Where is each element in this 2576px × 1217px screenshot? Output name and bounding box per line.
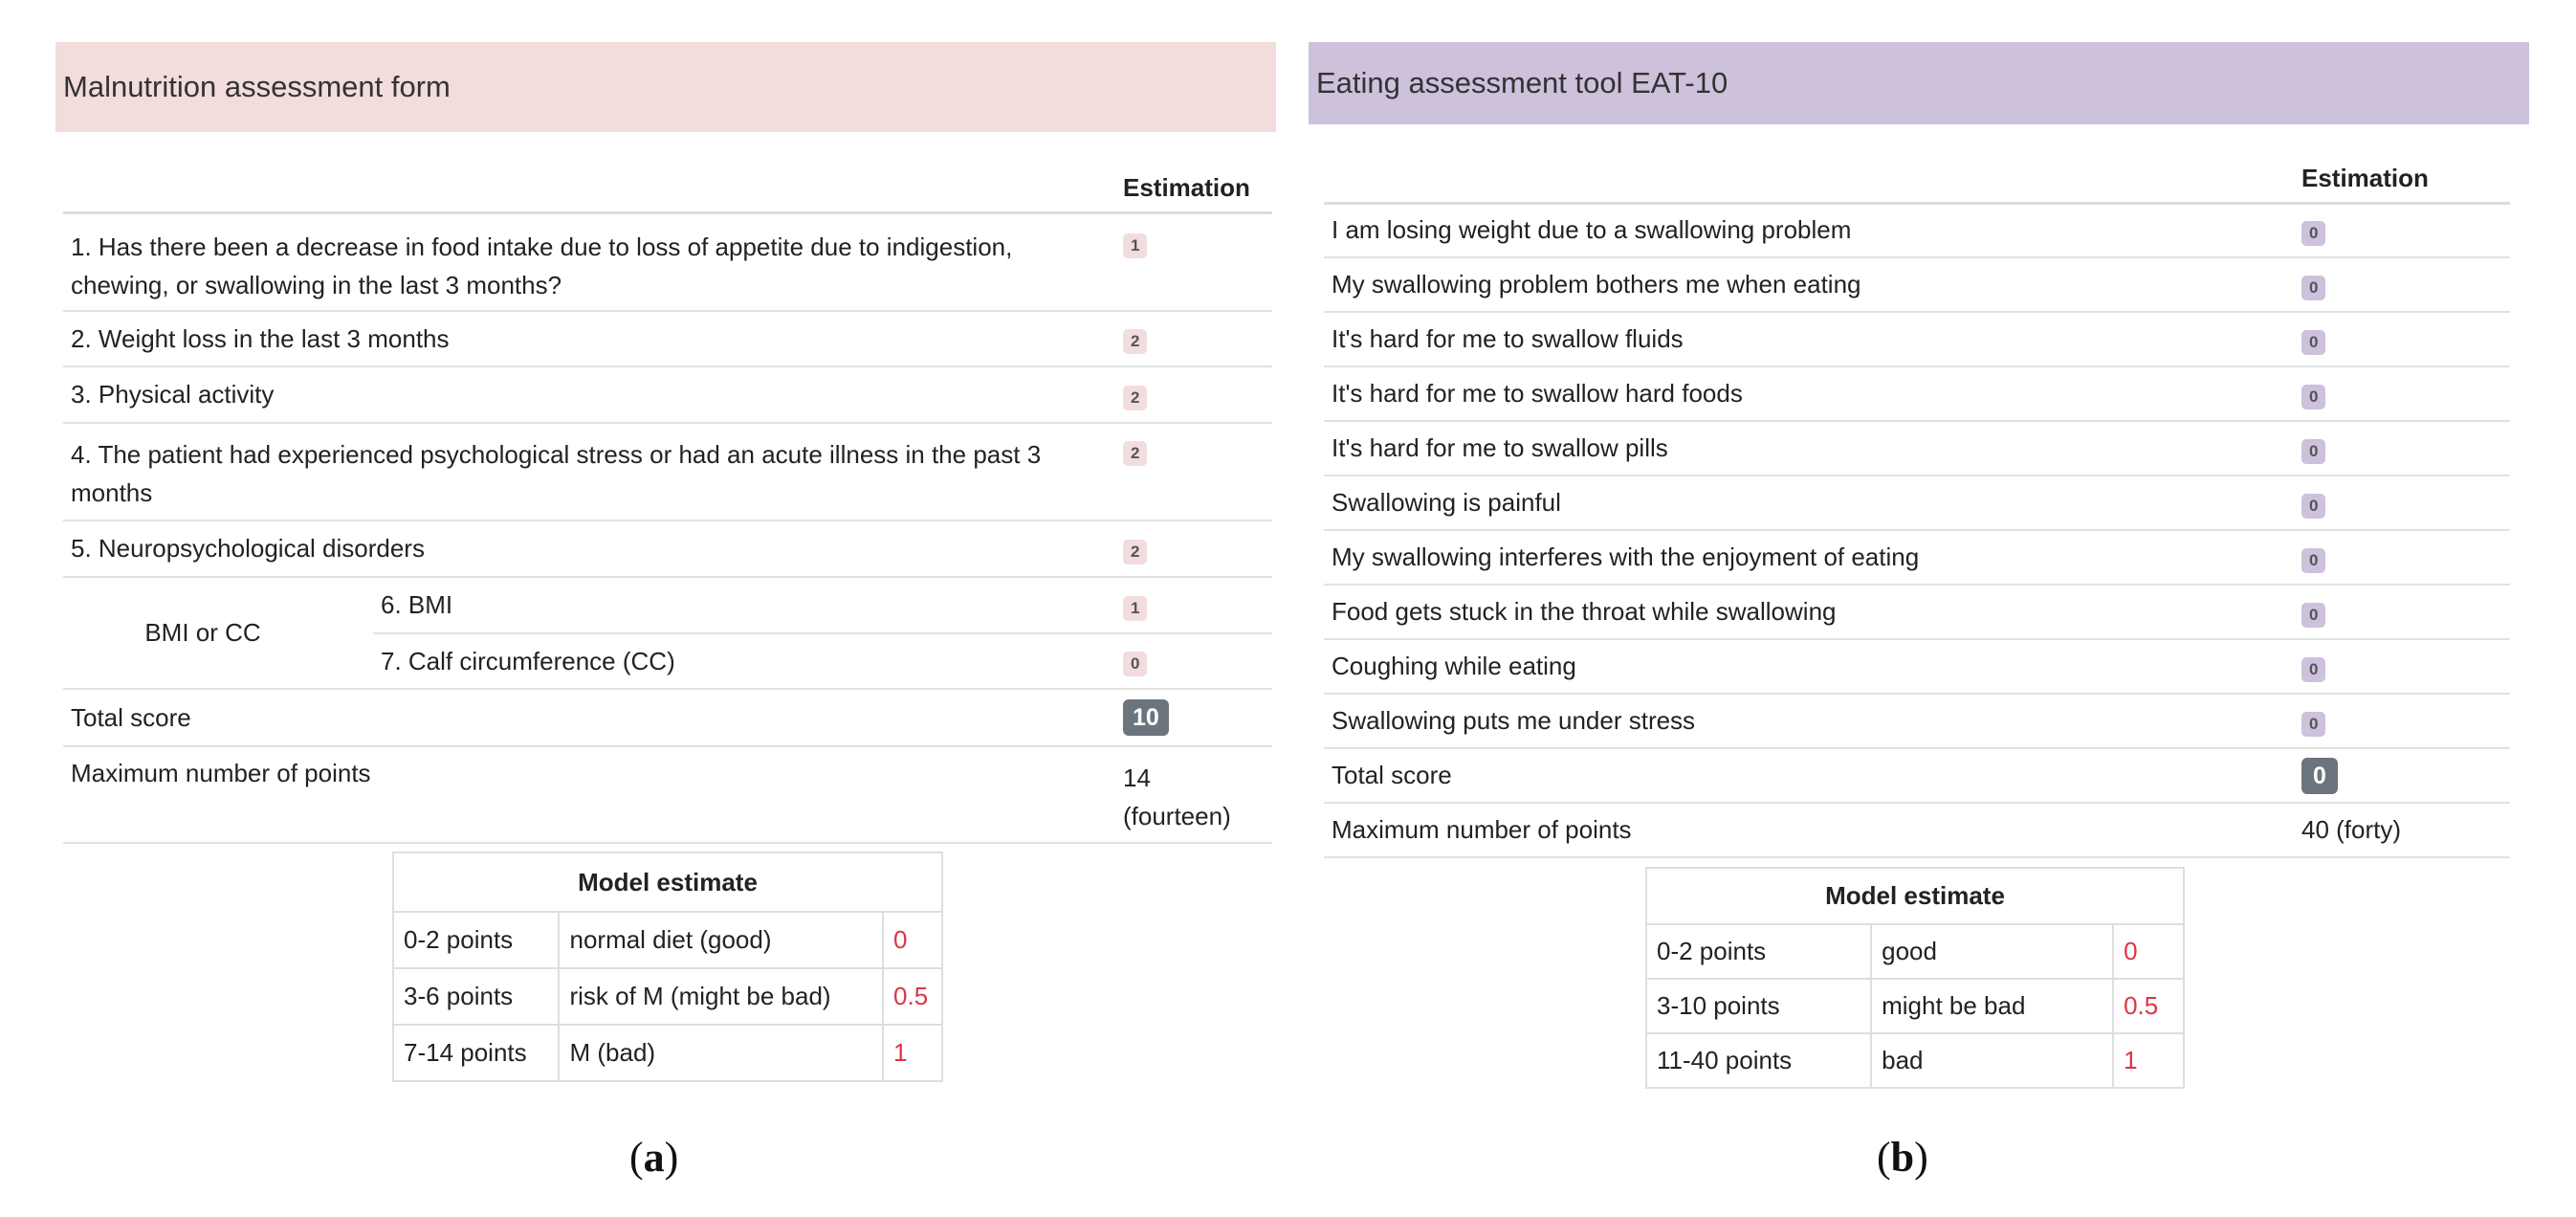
model-row: [393, 912, 942, 968]
max-value: 40 (forty): [2294, 803, 2510, 857]
caption-a: (a): [629, 1134, 679, 1181]
table-row: [1324, 421, 2510, 476]
score-badge: 0: [2301, 603, 2325, 628]
model-estimate-header: Model estimate: [393, 852, 942, 912]
question-text: It's hard for me to swallow fluids: [1324, 312, 2294, 366]
score-badge: 0: [2301, 330, 2325, 355]
score-badge: 0: [2301, 276, 2325, 300]
score-badge: 0: [2301, 494, 2325, 519]
score-badge: 0: [1123, 652, 1147, 676]
max-value-number: 14: [1123, 763, 1151, 792]
model-row: [1646, 924, 2184, 979]
table-row: [63, 212, 1272, 311]
question-text: 7. Calf circumference (CC): [373, 633, 1115, 689]
eat10-table: [1324, 155, 2510, 858]
max-label: Maximum number of points: [1324, 803, 2294, 857]
question-text: 3. Physical activity: [63, 366, 1115, 423]
question-text: 1. Has there been a decrease in food intake due to loss of appetite due to indigestion, chewing, or swallowing in the last 3 months?: [63, 212, 1115, 311]
model-value: 0.5: [883, 968, 942, 1025]
eat10-panel: [1309, 42, 2529, 1074]
model-value: 0.5: [2113, 979, 2184, 1033]
model-row: [393, 1025, 942, 1081]
question-text: Swallowing is painful: [1324, 476, 2294, 530]
total-label: Total score: [63, 689, 1115, 746]
model-value: 1: [2113, 1033, 2184, 1088]
estimation-header: Estimation: [2301, 163, 2429, 192]
table-row: [1324, 476, 2510, 530]
malnutrition-table: [63, 165, 1272, 844]
model-range: 11-40 points: [1646, 1033, 1871, 1088]
max-row: [1324, 803, 2510, 857]
table-row: [1324, 585, 2510, 639]
bmi-group-label: BMI or CC: [63, 577, 373, 689]
model-desc: bad: [1871, 1033, 2113, 1088]
model-desc: might be bad: [1871, 979, 2113, 1033]
table-row: [1324, 203, 2510, 257]
table-row: [63, 423, 1272, 520]
score-badge: 0: [2301, 548, 2325, 573]
table-row: [1324, 694, 2510, 748]
table-row: [1324, 312, 2510, 366]
question-text: My swallowing problem bothers me when eating: [1324, 257, 2294, 312]
model-desc: normal diet (good): [559, 912, 883, 968]
question-text: 6. BMI: [373, 577, 1115, 633]
score-badge: 0: [2301, 385, 2325, 409]
total-badge: 0: [2301, 758, 2338, 794]
total-label: Total score: [1324, 748, 2294, 803]
model-range: 3-10 points: [1646, 979, 1871, 1033]
model-value: 1: [883, 1025, 942, 1081]
question-text: Food gets stuck in the throat while swallowing: [1324, 585, 2294, 639]
model-range: 7-14 points: [393, 1025, 559, 1081]
model-desc: good: [1871, 924, 2113, 979]
total-badge: 10: [1123, 699, 1169, 736]
panel-a-title: Malnutrition assessment form: [55, 42, 1276, 132]
question-text: I am losing weight due to a swallowing problem: [1324, 203, 2294, 257]
model-value: 0: [883, 912, 942, 968]
model-desc: risk of M (might be bad): [559, 968, 883, 1025]
question-text: It's hard for me to swallow pills: [1324, 421, 2294, 476]
score-badge: 0: [2301, 439, 2325, 464]
model-range: 0-2 points: [393, 912, 559, 968]
score-badge: 1: [1123, 233, 1147, 258]
table-row: [1324, 530, 2510, 585]
table-row: [63, 366, 1272, 423]
malnutrition-panel: [55, 42, 1276, 1067]
model-row: [1646, 1033, 2184, 1088]
score-badge: 2: [1123, 540, 1147, 564]
question-text: Swallowing puts me under stress: [1324, 694, 2294, 748]
max-label: Maximum number of points: [63, 746, 1115, 843]
table-row: [63, 520, 1272, 577]
question-text: Coughing while eating: [1324, 639, 2294, 694]
caption-b: (b): [1877, 1134, 1928, 1181]
max-value-words: (fourteen): [1123, 802, 1231, 830]
score-badge: 0: [2301, 221, 2325, 246]
question-text: It's hard for me to swallow hard foods: [1324, 366, 2294, 421]
score-badge: 0: [2301, 657, 2325, 682]
table-row: [1324, 257, 2510, 312]
table-row: [63, 577, 1272, 633]
score-badge: 2: [1123, 329, 1147, 354]
model-desc: M (bad): [559, 1025, 883, 1081]
question-text: 4. The patient had experienced psychological stress or had an acute illness in the past 3 months: [63, 423, 1115, 520]
score-badge: 2: [1123, 441, 1147, 466]
score-badge: 0: [2301, 712, 2325, 737]
model-estimate-table: [1645, 867, 2185, 1089]
score-badge: 1: [1123, 596, 1147, 621]
total-row: [63, 689, 1272, 746]
panel-b-title: Eating assessment tool EAT-10: [1309, 42, 2529, 124]
question-text: 2. Weight loss in the last 3 months: [63, 311, 1115, 366]
question-text: My swallowing interferes with the enjoyment of eating: [1324, 530, 2294, 585]
total-row: [1324, 748, 2510, 803]
score-badge: 2: [1123, 386, 1147, 410]
model-estimate-table: [392, 852, 943, 1082]
max-row: [63, 746, 1272, 843]
table-row: [63, 311, 1272, 366]
table-row: [1324, 366, 2510, 421]
max-value: [1115, 746, 1272, 843]
model-row: [393, 968, 942, 1025]
model-row: [1646, 979, 2184, 1033]
model-range: 3-6 points: [393, 968, 559, 1025]
table-row: [1324, 639, 2510, 694]
model-range: 0-2 points: [1646, 924, 1871, 979]
estimation-header: Estimation: [1123, 172, 1250, 202]
model-value: 0: [2113, 924, 2184, 979]
model-estimate-header: Model estimate: [1646, 868, 2184, 924]
question-text: 5. Neuropsychological disorders: [63, 520, 1115, 577]
